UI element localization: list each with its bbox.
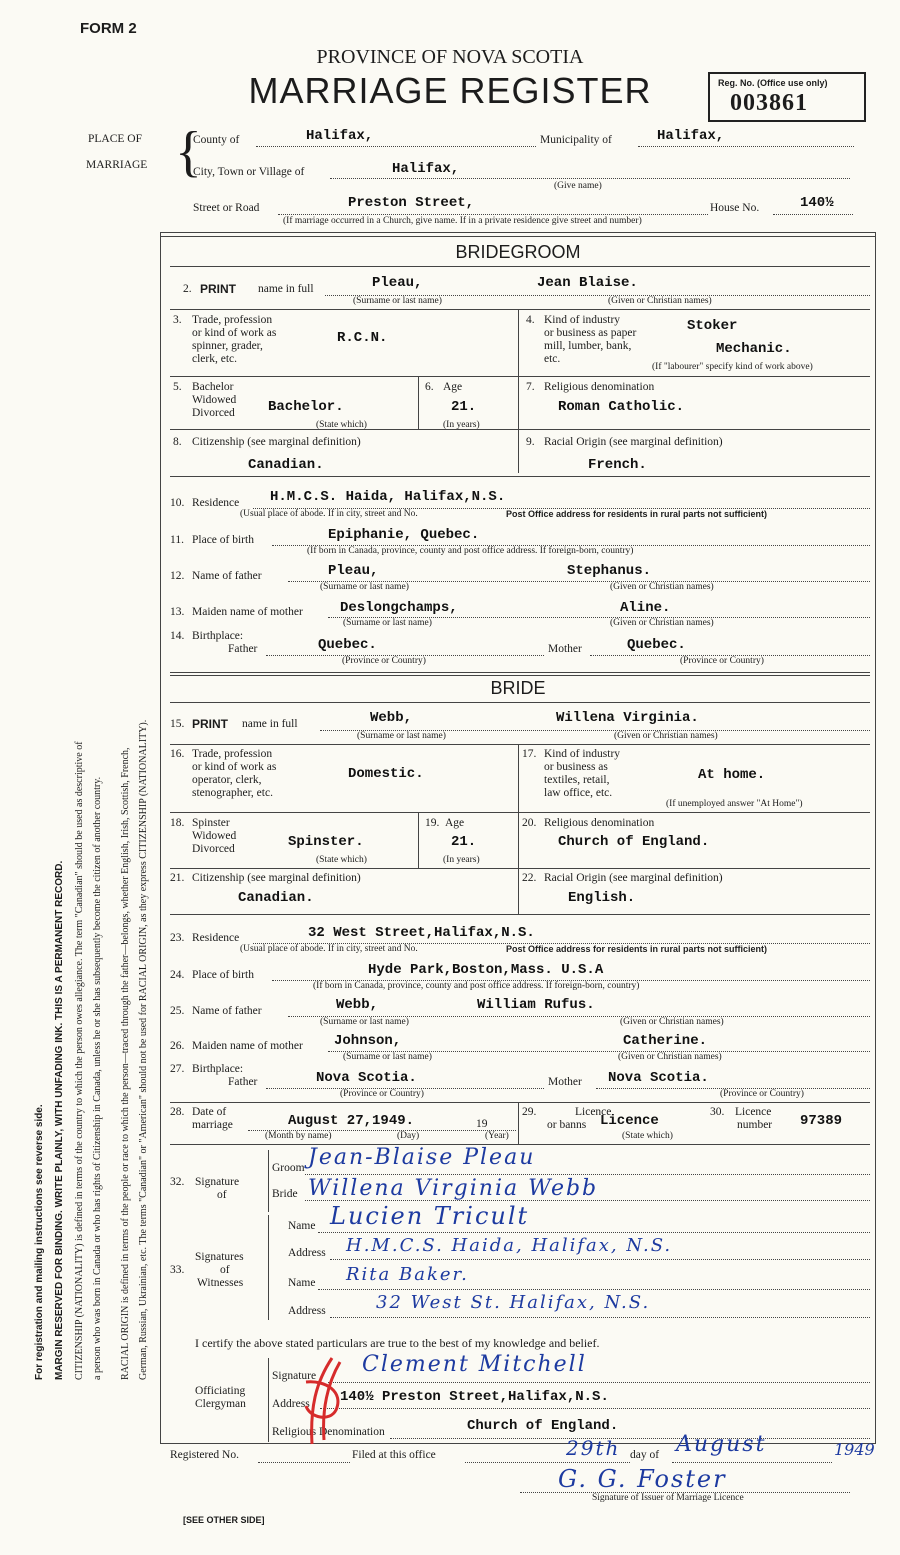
bride-signature: Willena Virginia Webb	[308, 1176, 599, 1201]
groom-bp-mother: Quebec.	[627, 637, 686, 653]
groom-surname-caption: (Surname or last name)	[353, 296, 442, 306]
groom-n7: 7.	[526, 381, 535, 393]
filed-day: 29th	[566, 1436, 621, 1460]
bride-trade-l1: Trade, profession	[192, 748, 273, 760]
bride-n17: 17.	[522, 748, 537, 760]
groom-n14: 14.	[170, 630, 185, 642]
clergy-relig-label: Religious Denomination	[272, 1426, 385, 1438]
groom-res-caption-1: (Usual place of abode. If in city, street and No.	[240, 509, 418, 519]
county-label: County of	[193, 134, 240, 146]
groom-n12: 12.	[170, 570, 185, 582]
witness1-name: Lucien Tricult	[330, 1202, 530, 1230]
groom-bp-father: Quebec.	[318, 637, 377, 653]
bride-n15: 15.	[170, 718, 185, 730]
bride-res-caption-2: Post Office address for residents in rural parts not sufficient)	[506, 944, 768, 954]
n28: 28.	[170, 1106, 185, 1118]
place-note: (If marriage occurred in a Church, give name. If in a private residence give street and number)	[283, 216, 642, 226]
groom-status-l3: Divorced	[192, 407, 235, 419]
groom-race-label: Racial Origin (see marginal definition)	[544, 436, 723, 448]
groom-res-caption-2: Post Office address for residents in rural parts not sufficient)	[506, 509, 768, 519]
municipality-label: Municipality of	[540, 134, 612, 146]
filed-label: Filed at this office	[352, 1449, 436, 1461]
groom-sig-label: Groom	[272, 1162, 305, 1174]
bride-status-l2: Widowed	[192, 830, 237, 842]
lic-label-2: or banns	[547, 1119, 587, 1131]
bride-print: PRINT	[192, 717, 228, 731]
witness2-address: 32 West St. Halifax, N.S.	[376, 1292, 651, 1313]
lic-label-1: Licence	[575, 1106, 612, 1118]
bride-ind-l2: or business as	[544, 761, 608, 773]
groom-trade-l4: clerk, etc.	[192, 353, 238, 365]
groom-given-caption: (Given or Christian names)	[608, 296, 712, 306]
bride-pob-label: Place of birth	[192, 969, 254, 981]
bride-heading: BRIDE	[490, 678, 546, 698]
bride-trade: Domestic.	[348, 766, 424, 782]
bride-mother-sur-cap: (Surname or last name)	[343, 1052, 432, 1062]
groom-status-l2: Widowed	[192, 394, 237, 406]
licence-type: Licence	[600, 1113, 659, 1129]
issuer-caption: Signature of Issuer of Marriage Licence	[592, 1493, 744, 1503]
officiating-label-2: Clergyman	[195, 1398, 246, 1410]
groom-age: 21.	[451, 399, 477, 415]
reg-label: Reg. No. (Office use only)	[718, 78, 828, 88]
bride-n23: 23.	[170, 932, 185, 944]
marriage-date: August 27,1949.	[288, 1113, 415, 1129]
sig-label-2: of	[217, 1189, 227, 1201]
clergy-addr-label: Address	[272, 1398, 310, 1410]
n29: 29.	[522, 1106, 537, 1118]
municipality-value: Halifax,	[657, 128, 725, 144]
groom-father-label: Name of father	[192, 570, 262, 582]
bride-n27: 27.	[170, 1063, 185, 1075]
groom-pob-caption: (If born in Canada, province, county and post office address. If foreign-born, country)	[307, 546, 634, 556]
bride-industry: At home.	[698, 767, 766, 783]
w1-name-label: Name	[288, 1220, 316, 1232]
bride-trade-l4: stenographer, etc.	[192, 787, 273, 799]
witness1-address: H.M.C.S. Haida, Halifax, N.S.	[346, 1235, 673, 1256]
bride-race: English.	[568, 890, 636, 906]
margin-line-1: For registration and mailing instructions see reverse side.	[34, 1104, 45, 1380]
bride-bp-label: Birthplace:	[192, 1063, 244, 1075]
bride-age-label: Age	[445, 817, 465, 829]
officiating-label-1: Officiating	[195, 1385, 246, 1397]
bride-res-label: Residence	[192, 932, 240, 944]
n33: 33.	[170, 1264, 185, 1276]
n30: 30.	[710, 1106, 725, 1118]
red-stamp-mark	[296, 1352, 356, 1452]
bride-surname: Webb,	[370, 710, 413, 726]
witness2-name: Rita Baker.	[346, 1264, 469, 1285]
county-value: Halifax,	[306, 128, 374, 144]
sig-label-1: Signature	[195, 1176, 240, 1188]
groom-pob: Epiphanie, Quebec.	[328, 527, 480, 543]
bride-race-label: Racial Origin (see marginal definition)	[544, 872, 723, 884]
groom-trade-l2: or kind of work as	[192, 327, 277, 339]
bride-ind-l1: Kind of industry	[544, 748, 621, 760]
licno-label-2: number	[737, 1119, 773, 1131]
place-label-1: PLACE OF	[88, 133, 142, 145]
margin-line-5: RACIAL ORIGIN is defined in terms of the people or race to which the person—traced through the father—belongs, whether English, Irish, Scottish, French,	[120, 747, 131, 1380]
bride-status-l3: Divorced	[192, 843, 235, 855]
groom-father-given-cap: (Given or Christian names)	[610, 582, 714, 592]
clergy-sig-label: Signature	[272, 1370, 317, 1382]
bride-father-sur-cap: (Surname or last name)	[320, 1017, 409, 1027]
city-label: City, Town or Village of	[193, 166, 305, 178]
bride-pob: Hyde Park,Boston,Mass. U.S.A	[368, 962, 604, 978]
bride-residence: 32 West Street,Halifax,N.S.	[308, 925, 535, 941]
see-other-side: [SEE OTHER SIDE]	[183, 1515, 265, 1525]
bride-given-caption: (Given or Christian names)	[614, 731, 718, 741]
bride-n26: 26.	[170, 1040, 185, 1052]
bride-bp-father: Nova Scotia.	[316, 1070, 417, 1086]
groom-trade: R.C.N.	[337, 330, 388, 346]
groom-ind-l2: or business as paper	[544, 327, 637, 339]
bride-citizenship: Canadian.	[238, 890, 314, 906]
page-title: MARRIAGE REGISTER	[248, 70, 652, 111]
bride-n22: 22.	[522, 872, 537, 884]
groom-n3: 3.	[173, 314, 182, 326]
bride-bp-mother-cap: (Province or Country)	[720, 1089, 804, 1099]
groom-status: Bachelor.	[268, 399, 344, 415]
licno-label-1: Licence	[735, 1106, 772, 1118]
margin-line-4: a person who was born in Canada or who has rights of Citizenship in Canada, unless he or she has subsequently become the citizen of another country.	[92, 776, 103, 1380]
bride-bp-father-label: Father	[228, 1076, 258, 1088]
bride-n16: 16.	[170, 748, 185, 760]
w2-name-label: Name	[288, 1277, 316, 1289]
groom-ind-l1: Kind of industry	[544, 314, 621, 326]
bride-state-which: (State which)	[316, 855, 367, 865]
bride-cit-label: Citizenship (see marginal definition)	[192, 872, 361, 884]
reg-number: 003861	[730, 90, 808, 116]
groom-ind-l4: etc.	[544, 353, 561, 365]
bride-father-label: Name of father	[192, 1005, 262, 1017]
bride-ind-l3: textiles, retail,	[544, 774, 610, 786]
registered-no-label: Registered No.	[170, 1449, 239, 1461]
bride-mother-given-cap: (Given or Christian names)	[618, 1052, 722, 1062]
groom-signature: Jean-Blaise Pleau	[308, 1145, 536, 1170]
bride-n19: 19.	[425, 817, 440, 829]
licence-number: 97389	[800, 1113, 843, 1129]
clergy-religion: Church of England.	[467, 1418, 619, 1434]
groom-n2: 2.	[183, 283, 192, 295]
groom-bp-mother-cap: (Province or Country)	[680, 656, 764, 666]
groom-citizenship: Canadian.	[248, 457, 324, 473]
margin-line-3: CITIZENSHIP (NATIONALITY) is defined in terms of the country to which the person owes allegiance. The term "Canadian" should be used as descriptive of	[74, 741, 85, 1380]
bride-relig-label: Religious denomination	[544, 817, 655, 829]
groom-bp-label: Birthplace:	[192, 630, 244, 642]
groom-in-years: (In years)	[443, 420, 480, 430]
bride-bp-mother-label: Mother	[548, 1076, 582, 1088]
groom-bp-mother-label: Mother	[548, 643, 582, 655]
bride-given: Willena Virginia.	[556, 710, 699, 726]
groom-father-given: Stephanus.	[567, 563, 652, 579]
margin-line-2: MARGIN RESERVED FOR BINDING. WRITE PLAINLY, WITH UNFADING INK. THIS IS A PERMANENT RECORD.	[54, 860, 65, 1380]
clergy-signature: Clement Mitchell	[362, 1352, 587, 1377]
house-value: 140½	[800, 195, 834, 211]
groom-n11: 11.	[170, 534, 184, 546]
bride-n24: 24.	[170, 969, 185, 981]
filed-month: August	[676, 1432, 767, 1457]
bride-pob-caption: (If born in Canada, province, county and post office address. If foreign-born, country)	[313, 981, 640, 991]
wit-label-1: Signatures	[195, 1251, 244, 1263]
date-label-2: marriage	[192, 1119, 233, 1131]
date-label-1: Date of	[192, 1106, 227, 1118]
bride-res-caption-1: (Usual place of abode. If in city, street and No.	[240, 944, 418, 954]
groom-industry-1: Stoker	[687, 318, 738, 334]
bride-father-surname: Webb,	[336, 997, 379, 1013]
groom-age-label: Age	[443, 381, 463, 393]
nineteen: 19	[476, 1118, 488, 1130]
reg-box	[708, 72, 866, 122]
place-label-2: MARRIAGE	[86, 159, 148, 171]
bride-n25: 25.	[170, 1005, 185, 1017]
groom-surname: Pleau,	[372, 275, 423, 291]
issuer-signature: G. G. Foster	[558, 1465, 727, 1493]
groom-residence: H.M.C.S. Haida, Halifax,N.S.	[270, 489, 506, 505]
bride-status-l1: Spinster	[192, 817, 230, 829]
bride-father-given: William Rufus.	[477, 997, 595, 1013]
groom-n13: 13.	[170, 606, 185, 618]
year-caption: (Year)	[485, 1131, 509, 1141]
bride-bp-mother: Nova Scotia.	[608, 1070, 709, 1086]
groom-state-which: (State which)	[316, 420, 367, 430]
groom-n9: 9.	[526, 436, 535, 448]
margin-line-6: German, Russian, Ukrainian, etc. The terms "Canadian" or "American" should not be used for RACIAL ORIGIN, as they express CITIZENSHIP (NATIONALITY).	[138, 719, 149, 1380]
groom-pob-label: Place of birth	[192, 534, 254, 546]
groom-n5: 5.	[173, 381, 182, 393]
bride-n21: 21.	[170, 872, 185, 884]
groom-race: French.	[588, 457, 647, 473]
bride-surname-caption: (Surname or last name)	[357, 731, 446, 741]
brace: {	[175, 121, 202, 183]
groom-name-label: name in full	[258, 283, 314, 295]
province-heading: PROVINCE OF NOVA SCOTIA	[316, 46, 584, 68]
groom-religion: Roman Catholic.	[558, 399, 685, 415]
wit-label-2: of	[220, 1264, 230, 1276]
groom-cit-label: Citizenship (see marginal definition)	[192, 436, 361, 448]
city-value: Halifax,	[392, 161, 460, 177]
w2-addr-label: Address	[288, 1305, 326, 1317]
bride-mother-surname: Johnson,	[334, 1033, 402, 1049]
bride-sig-label: Bride	[272, 1188, 298, 1200]
groom-father-surname: Pleau,	[328, 563, 379, 579]
groom-bp-father-cap: (Province or Country)	[342, 656, 426, 666]
groom-status-l1: Bachelor	[192, 381, 234, 393]
certify-text: I certify the above stated particulars are true to the best of my knowledge and belief.	[195, 1336, 600, 1350]
month-caption: (Month by name)	[265, 1131, 332, 1141]
give-name-caption: (Give name)	[554, 181, 602, 191]
bride-father-given-cap: (Given or Christian names)	[620, 1017, 724, 1027]
groom-n6: 6.	[425, 381, 434, 393]
bride-trade-l2: or kind of work as	[192, 761, 277, 773]
groom-mother-sur-cap: (Surname or last name)	[343, 618, 432, 628]
groom-father-sur-cap: (Surname or last name)	[320, 582, 409, 592]
bride-trade-l3: operator, clerk,	[192, 774, 262, 786]
groom-relig-label: Religious denomination	[544, 381, 655, 393]
form-number: FORM 2	[80, 20, 137, 37]
bride-religion: Church of England.	[558, 834, 710, 850]
filed-year: 1949	[834, 1440, 875, 1459]
n32: 32.	[170, 1176, 185, 1188]
day-of-label: day of	[630, 1449, 660, 1461]
clergy-address: 140½ Preston Street,Halifax,N.S.	[340, 1389, 609, 1405]
groom-trade-l3: spinner, grader,	[192, 340, 263, 352]
w1-addr-label: Address	[288, 1247, 326, 1259]
bride-age: 21.	[451, 834, 477, 850]
bride-industry-note: (If unemployed answer "At Home")	[666, 799, 803, 809]
licence-caption: (State which)	[622, 1131, 673, 1141]
groom-given: Jean Blaise.	[537, 275, 638, 291]
bride-mother-given: Catherine.	[623, 1033, 708, 1049]
bride-n18: 18.	[170, 817, 185, 829]
bride-name-label: name in full	[242, 718, 298, 730]
bride-n20: 20.	[522, 817, 537, 829]
street-label: Street or Road	[193, 202, 260, 214]
groom-trade-l1: Trade, profession	[192, 314, 273, 326]
day-caption: (Day)	[397, 1131, 420, 1141]
groom-heading: BRIDEGROOM	[455, 242, 581, 262]
bride-mother-label: Maiden name of mother	[192, 1040, 303, 1052]
groom-mother-surname: Deslongchamps,	[340, 600, 458, 616]
groom-mother-given-cap: (Given or Christian names)	[610, 618, 714, 628]
groom-n4: 4.	[526, 314, 535, 326]
groom-mother-label: Maiden name of mother	[192, 606, 303, 618]
groom-industry-2: Mechanic.	[716, 341, 792, 357]
groom-mother-given: Aline.	[620, 600, 671, 616]
groom-bp-father-label: Father	[228, 643, 258, 655]
wit-label-3: Witnesses	[197, 1277, 244, 1289]
groom-res-label: Residence	[192, 497, 240, 509]
bride-status: Spinster.	[288, 834, 364, 850]
groom-n10: 10.	[170, 497, 185, 509]
street-value: Preston Street,	[348, 195, 475, 211]
house-label: House No.	[710, 202, 760, 214]
bride-in-years: (In years)	[443, 855, 480, 865]
groom-print: PRINT	[200, 282, 236, 296]
bride-bp-father-cap: (Province or Country)	[340, 1089, 424, 1099]
groom-n8: 8.	[173, 436, 182, 448]
groom-industry-note: (If "labourer" specify kind of work above)	[652, 362, 813, 372]
groom-ind-l3: mill, lumber, bank,	[544, 340, 632, 352]
bride-ind-l4: law office, etc.	[544, 787, 613, 799]
